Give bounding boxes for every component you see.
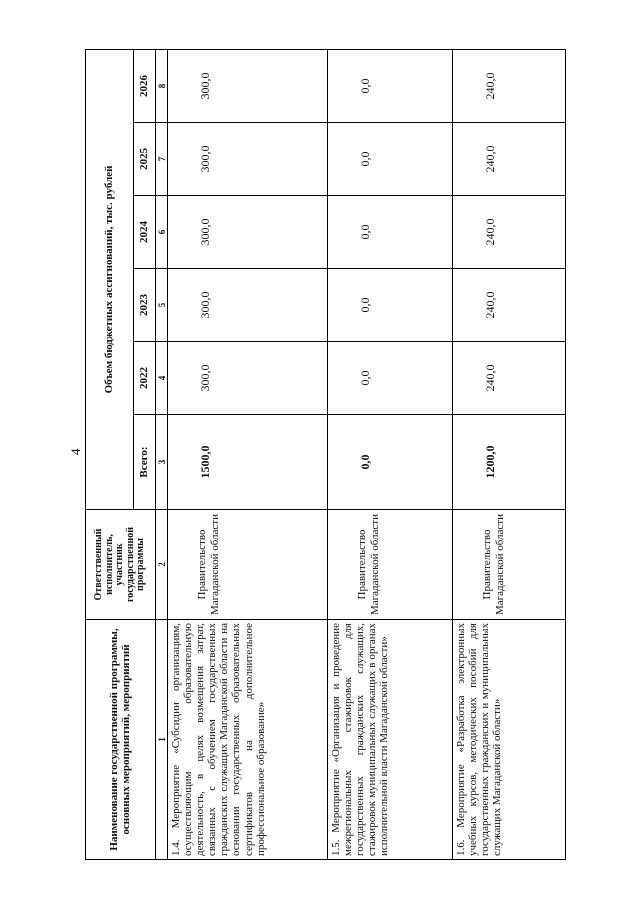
row-value: 240,0: [453, 342, 566, 415]
row-name: 1.5. Мероприятие «Организация и проведение межрегиональных стажировок для государственных гражданских служащих, стажировок муниципальных служащих в органах исполнительной власти Магаданской области»: [328, 620, 453, 860]
row-total: 0,0: [328, 415, 453, 510]
header-year: 2022: [134, 342, 156, 415]
table-row: [328, 49, 453, 859]
row-executor: Правительство Магаданской области: [168, 510, 328, 620]
row-value: 0,0: [328, 342, 453, 415]
budget-table: [85, 49, 566, 860]
row-value: 240,0: [453, 123, 566, 196]
row-value: 240,0: [453, 49, 566, 122]
header-year: 2026: [134, 49, 156, 122]
row-value: 0,0: [328, 269, 453, 342]
row-value: 0,0: [328, 49, 453, 122]
column-number: 1: [156, 620, 168, 860]
table-row: [168, 49, 328, 859]
header-executor: Ответственный исполнитель, участник государственной программы: [86, 510, 156, 620]
header-total: Всего:: [134, 415, 156, 510]
page-number: 4: [68, 448, 83, 455]
header-year: 2023: [134, 269, 156, 342]
header-year: 2025: [134, 123, 156, 196]
row-value: 300,0: [168, 123, 328, 196]
row-value: 0,0: [328, 196, 453, 269]
row-value: 240,0: [453, 196, 566, 269]
row-total: 1200,0: [453, 415, 566, 510]
row-name: 1.4. Мероприятие «Субсидии организациям, осуществляющим образовательную деятельность, в целях возмещения затрат, связанных с обучением государственных гражданских служащих Магаданской области на основании государственных образовательных сертификатов на дополнительное профессиональное образование»: [168, 620, 328, 860]
column-number: 8: [156, 49, 168, 122]
row-value: 300,0: [168, 269, 328, 342]
header-year: 2024: [134, 196, 156, 269]
column-number: 3: [156, 415, 168, 510]
column-number: 2: [156, 510, 168, 620]
row-value: 300,0: [168, 49, 328, 122]
row-total: 1500,0: [168, 415, 328, 510]
table-row: [453, 49, 566, 859]
column-number: 6: [156, 196, 168, 269]
row-value: 300,0: [168, 342, 328, 415]
row-value: 300,0: [168, 196, 328, 269]
row-executor: Правительство Магаданской области: [453, 510, 566, 620]
row-name: 1.6. Мероприятие «Разработка электронных учебных курсов, методических пособий для государственных гражданских и муниципальных служащих Магаданской области»: [453, 620, 566, 860]
header-budget: Объем бюджетных ассигнований, тыс. рублей: [86, 49, 134, 509]
header-name: Наименование государственной программы, основных мероприятий, мероприятий: [86, 620, 156, 860]
row-value: 240,0: [453, 269, 566, 342]
column-number: 5: [156, 269, 168, 342]
row-value: 0,0: [328, 123, 453, 196]
row-executor: Правительство Магаданской области: [328, 510, 453, 620]
column-number: 4: [156, 342, 168, 415]
column-number: 7: [156, 123, 168, 196]
budget-table-rotated: [85, 50, 565, 860]
